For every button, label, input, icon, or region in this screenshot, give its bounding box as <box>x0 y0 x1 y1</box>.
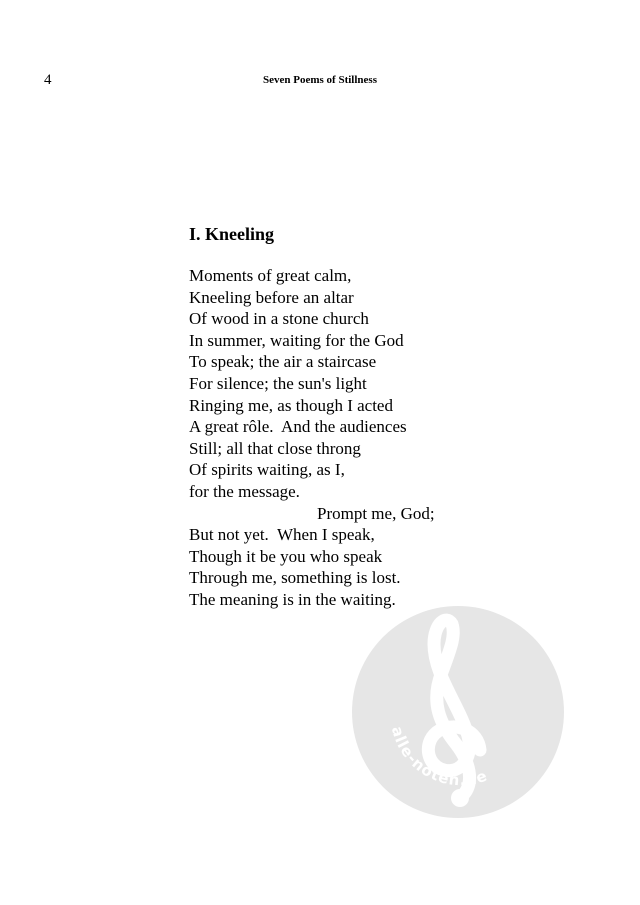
poem-line: Ringing me, as though I acted <box>189 395 393 415</box>
watermark-text: alle-noten.de <box>387 724 491 790</box>
poem-line: for the message. <box>189 481 300 501</box>
poem-line: Moments of great calm, <box>189 266 352 285</box>
poem-line: Kneeling before an altar <box>189 287 354 307</box>
watermark <box>352 606 564 818</box>
poem-line: Still; all that close throng <box>189 438 361 458</box>
poem-line: Of spirits waiting, as I, <box>189 460 345 480</box>
poem-line: Through me, something is lost. <box>189 568 401 588</box>
poem-line: Prompt me, God; <box>317 503 435 523</box>
poem-line: For silence; the sun's light <box>189 373 367 393</box>
poem-line: Though it be you who speak <box>189 546 383 566</box>
poem-line: The meaning is in the waiting. <box>189 589 396 609</box>
poem-line: To speak; the air a staircase <box>189 352 377 372</box>
poem-line: A great rôle. And the audiences <box>189 417 407 437</box>
running-title: Seven Poems of Stillness <box>263 74 377 86</box>
poem-body <box>189 265 489 611</box>
poem-title: I. Kneeling <box>189 224 275 244</box>
page-number: 4 <box>44 72 52 88</box>
poem-line: Of wood in a stone church <box>189 309 369 329</box>
poem-line: But not yet. When I speak, <box>189 525 375 545</box>
poem-line: In summer, waiting for the God <box>189 330 404 350</box>
